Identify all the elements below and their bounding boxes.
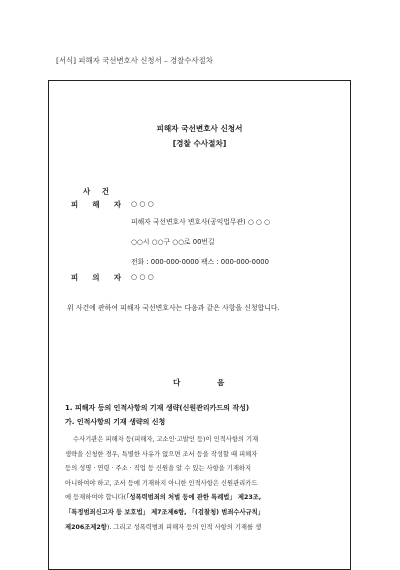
- paragraph-line: 수사기관은 피해자 등(피해자, 고소인·고발인 등)이 인적사항의 기재: [73, 436, 259, 443]
- form-caption: [서식] 피해자 국선변호사 신청서 – 경찰수사절차: [56, 56, 213, 65]
- law-citation: 「성폭력범죄의 처벌 등에 관한 특례법」 제23조,: [126, 494, 262, 502]
- lawyer-address: ○○시 ○○구 ○○로 00번길: [131, 238, 215, 246]
- body-paragraph: [65, 433, 340, 535]
- suspect-name: ○ ○ ○: [131, 273, 154, 281]
- victim-label: 피 해 자: [71, 200, 121, 209]
- lawyer-contact: 전화 : 000-000-0000 팩스 : 000-000-0000: [131, 258, 269, 266]
- form-title: 피해자 국선변호사 신청서: [156, 124, 243, 133]
- law-citation: 「특정범죄신고자 등 보호법」 제7조제6항, 「(검찰청) 범죄수사규칙」: [65, 508, 265, 516]
- subsection-heading: 가. 인적사항의 기재 생략의 신청: [65, 418, 166, 426]
- case-label: 사 건: [83, 187, 109, 196]
- section-heading: 1. 피해자 등의 인적사항의 기재 생략(신원관리카드의 작성): [65, 404, 250, 412]
- form-subtitle: [경찰 수사절차]: [172, 139, 227, 148]
- paragraph-line: 생략을 신청한 경우, 특별한 사유가 없으면 조서 등을 작성할 때 피해자: [65, 450, 258, 458]
- application-form: 피해자 국선변호사 신청서 [경찰 수사절차] 사 건 피 해 자 ○ ○ ○ 피해자 국선변호사 변호사(공익법무관) ○ ○ ○ ○○시 ○○구 ○○로 00번길 전화 : 000-000-0000 팩스 : 000-000-0000 피 의 자 ○ ○ ○ 위 사건에 관하여 피해자 국선변호사는 다음과 같은 사항을 신청합니다. 다 음 1. 피해자 등의 인적사항의 기재 생략(신원관리카드의 작성) 가. 인적사항의 기재 생략의 신청 수사기관은 피해자 등(피해자, 고소인·고발인 등)이 인적사항의 기재 생략을 신청한 경우, 특별한 사유가 없으면 조서 등을 작성할 때 피해자 등의 성명 · 연령 · 주소 · 직업 등 신원을 알 수 있는 사항을 기재하지 아니하여야 하고, 조서 등에 기재하지 아니한 인적사항은 신원관리카드 에 등재하여야 합니다(「성폭력범죄의 처벌 등에 관한 특례법」 제23조, 「특정범죄신고자 등 보호법」 제7조제6항, 「(검찰청) 범죄수사규칙」 제206조제2항). 그리고 성폭력범죄 피해자 등의 인적 사항의 기재를 생: [48, 80, 351, 570]
- law-citation: 제206조제2항: [65, 523, 107, 531]
- paragraph-line: 아니하여야 하고, 조서 등에 기재하지 아니한 인적사항은 신원관리카드: [65, 479, 258, 487]
- paragraph-line: 에 등재하여야 합니다(「성폭력범죄의 처벌 등에 관한 특례법」 제23조,: [65, 494, 262, 502]
- paragraph-line: 제206조제2항). 그리고 성폭력범죄 피해자 등의 인적 사항의 기재를 생: [65, 523, 262, 531]
- victim-name: ○ ○ ○: [131, 200, 154, 208]
- paragraph-line: 등의 성명 · 연령 · 주소 · 직업 등 신원을 알 수 있는 사항을 기재하지: [65, 465, 252, 473]
- lawyer-line: 피해자 국선변호사 변호사(공익법무관) ○ ○ ○: [131, 218, 270, 226]
- request-statement: 위 사건에 관하여 피해자 국선변호사는 다음과 같은 사항을 신청합니다.: [67, 304, 280, 312]
- suspect-label: 피 의 자: [71, 273, 121, 282]
